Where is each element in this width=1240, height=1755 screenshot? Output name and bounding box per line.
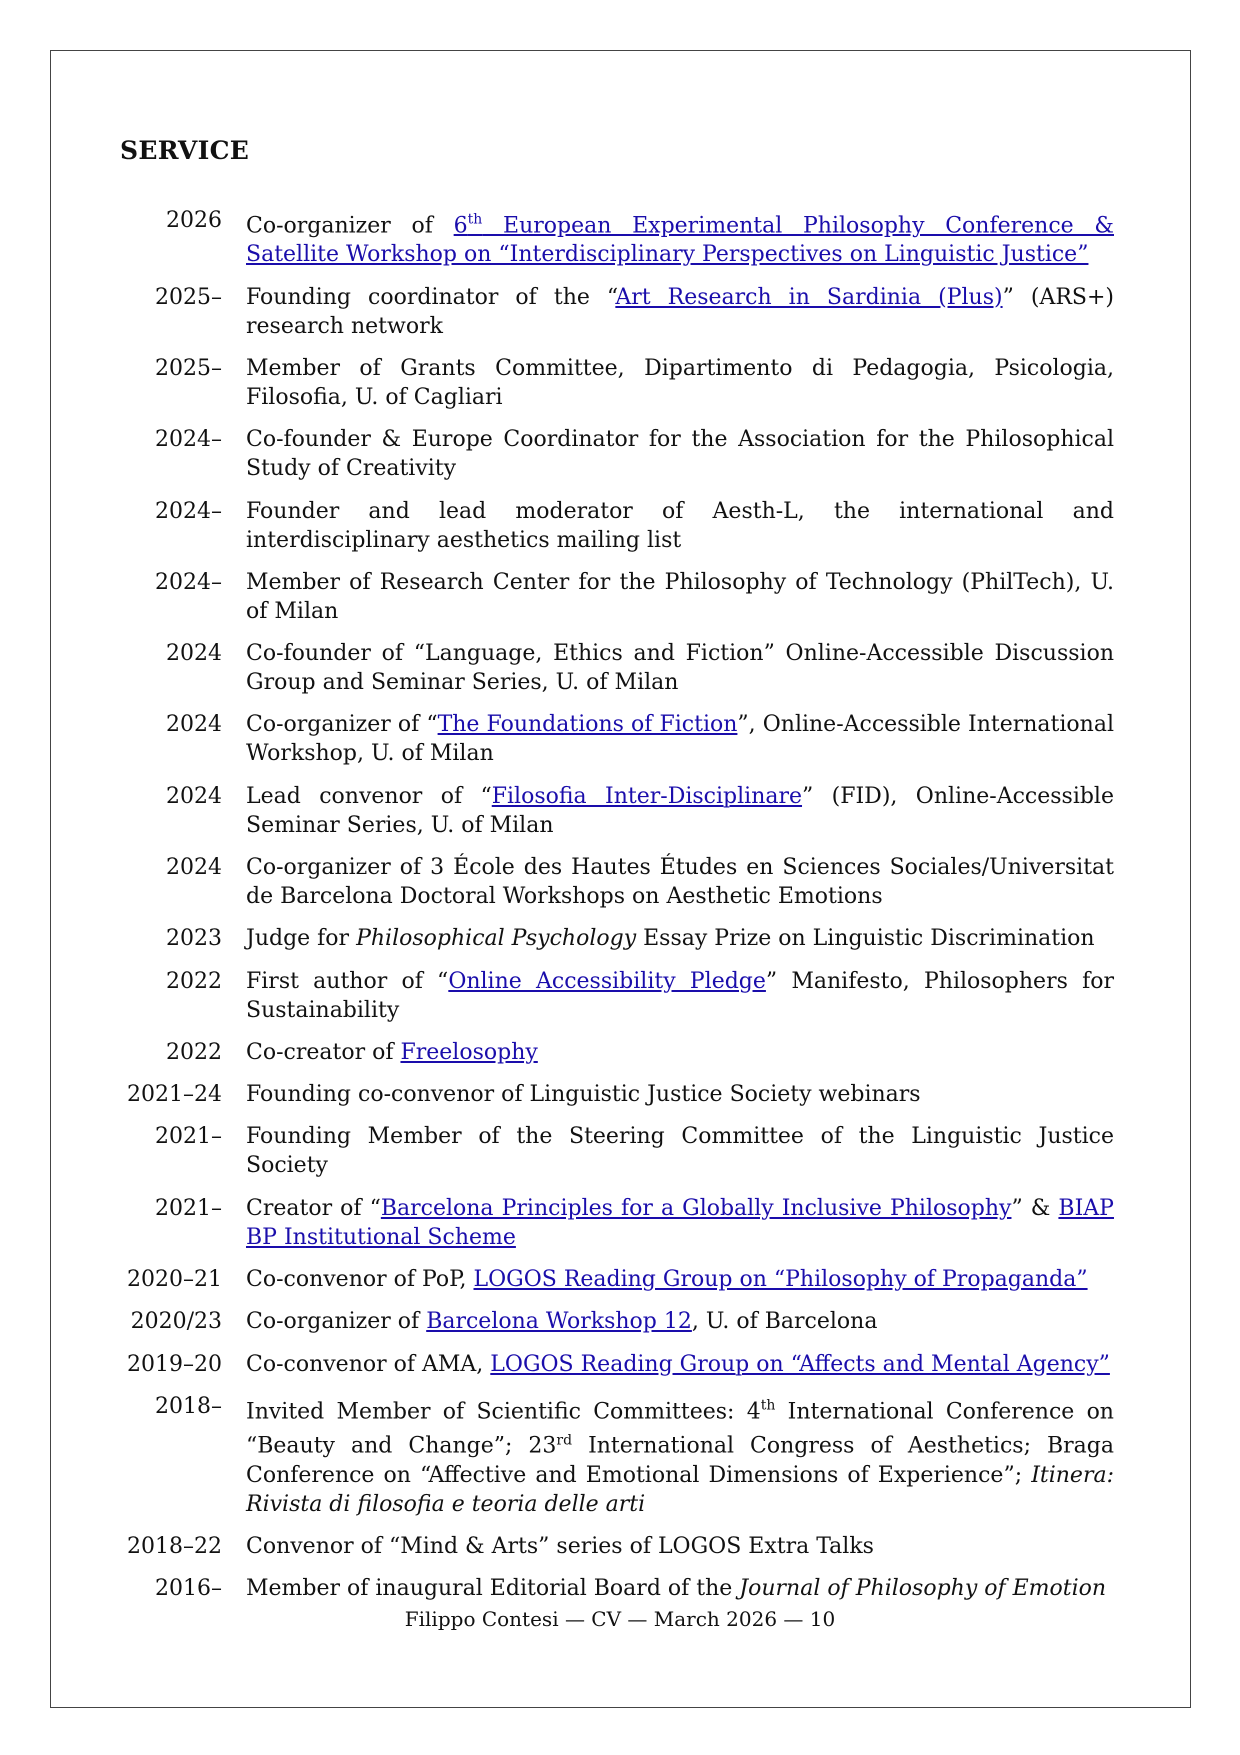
entry-year: 2025– bbox=[155, 284, 222, 310]
entry-text: Co-organizer of “ bbox=[246, 712, 438, 738]
entry-description bbox=[246, 1307, 1114, 1336]
entry-year: 2019–20 bbox=[127, 1351, 222, 1377]
entry-text: First author of “ bbox=[246, 968, 449, 994]
entry-text: ” Manifesto, Philosophers for Sustainability bbox=[246, 968, 1115, 1023]
entry-year: 2024– bbox=[155, 569, 222, 595]
entry-link[interactable]: LOGOS Reading Group on “Affects and Mental Agency” bbox=[490, 1351, 1110, 1377]
service-entry bbox=[110, 1194, 1116, 1252]
entry-year: 2021–24 bbox=[127, 1082, 222, 1108]
service-entry bbox=[110, 283, 1116, 341]
entry-description bbox=[246, 568, 1114, 626]
entry-description bbox=[246, 283, 1114, 341]
entry-link[interactable]: Filosofia Inter-Disciplinare bbox=[491, 783, 803, 809]
service-list bbox=[110, 206, 1116, 1617]
entry-year: 2022 bbox=[166, 1039, 222, 1065]
entry-text: Co-creator of bbox=[246, 1039, 401, 1065]
service-entry bbox=[110, 1574, 1116, 1603]
entry-description bbox=[246, 924, 1114, 953]
entry-description bbox=[246, 1038, 1114, 1067]
entry-link[interactable]: BIAP BP Institutional Scheme bbox=[246, 1195, 1114, 1250]
service-entry bbox=[110, 1080, 1116, 1109]
service-entry bbox=[110, 1532, 1116, 1561]
entry-text: Lead convenor of “ bbox=[246, 783, 492, 809]
entry-year: 2018–22 bbox=[127, 1533, 222, 1559]
entry-text: Journal of Philosophy of Emotion bbox=[739, 1576, 1107, 1602]
entry-description bbox=[246, 425, 1114, 483]
entry-text: Co-organizer of bbox=[246, 1309, 427, 1335]
entry-text: ” & bbox=[1011, 1195, 1059, 1221]
entry-year: 2020–21 bbox=[127, 1267, 222, 1293]
service-entry bbox=[110, 1038, 1116, 1067]
entry-description bbox=[246, 1392, 1114, 1519]
entry-text: International Congress of Aesthetics; Braga Conference on “Affective and Emotional Dimensions of Experience”; bbox=[246, 1433, 1114, 1488]
entry-link[interactable]: Freelosophy bbox=[400, 1039, 538, 1065]
entry-text: International Conference on “Beauty and Change”; 23 bbox=[246, 1399, 1114, 1459]
service-entry bbox=[110, 206, 1116, 269]
service-entry bbox=[110, 354, 1116, 412]
service-entry bbox=[110, 568, 1116, 626]
entry-text: Creator of “ bbox=[246, 1195, 381, 1221]
entry-description bbox=[246, 1080, 1114, 1109]
entry-text: Essay Prize on Linguistic Discrimination bbox=[636, 926, 1095, 952]
entry-year: 2026 bbox=[166, 208, 222, 233]
entry-year: 2024 bbox=[166, 855, 222, 880]
entry-description bbox=[246, 1265, 1114, 1294]
entry-text: ” (ARS+) research network bbox=[246, 284, 1114, 339]
service-entry bbox=[110, 639, 1116, 697]
service-entry bbox=[110, 1392, 1116, 1519]
service-entry bbox=[110, 497, 1116, 555]
service-entry bbox=[110, 924, 1116, 953]
entry-link[interactable]: th bbox=[467, 212, 483, 228]
entry-year: 2025– bbox=[155, 355, 222, 381]
entry-description bbox=[246, 853, 1114, 911]
service-entry bbox=[110, 967, 1116, 1025]
entry-link[interactable]: 6 bbox=[453, 213, 468, 239]
entry-description bbox=[246, 639, 1114, 697]
entry-description bbox=[246, 782, 1114, 840]
entry-text: Founding coordinator of the “ bbox=[246, 284, 616, 310]
service-entry bbox=[110, 782, 1116, 840]
entry-text: Philosophical Psychology bbox=[356, 926, 637, 952]
entry-description bbox=[246, 1574, 1114, 1603]
entry-link[interactable]: The Foundations of Fiction bbox=[437, 712, 738, 738]
entry-text: Co-organizer of 3 École des Hautes Études en Sciences Sociales/Universitat de Barcelona Doctoral Workshops on Aesthetic Emotions bbox=[246, 855, 1114, 909]
entry-link[interactable]: Art Research in Sardinia (Plus) bbox=[615, 284, 1003, 310]
entry-text: Convenor of “Mind & Arts” series of LOGOS Extra Talks bbox=[246, 1533, 874, 1559]
service-entry bbox=[110, 1307, 1116, 1336]
entry-text: Co-convenor of AMA, bbox=[246, 1351, 491, 1377]
entry-description bbox=[246, 497, 1114, 555]
entry-description bbox=[246, 1122, 1114, 1180]
entry-year: 2023 bbox=[166, 926, 222, 952]
entry-year: 2024 bbox=[166, 712, 222, 738]
service-entry bbox=[110, 1265, 1116, 1294]
page-footer: Filippo Contesi — CV — March 2026 — 10 bbox=[404, 1607, 836, 1631]
entry-link[interactable]: Barcelona Principles for a Globally Inclusive Philosophy bbox=[380, 1195, 1012, 1221]
entry-text: Founder and lead moderator of Aesth-L, the international and interdisciplinary aesthetics mailing list bbox=[246, 498, 1114, 553]
entry-year: 2021– bbox=[155, 1195, 222, 1221]
service-entry bbox=[110, 853, 1116, 911]
entry-year: 2024– bbox=[155, 498, 222, 524]
entry-text: Co-founder & Europe Coordinator for the Association for the Philosophical Study of Creativity bbox=[246, 427, 1114, 482]
entry-link[interactable]: European Experimental Philosophy Conference & Satellite Workshop on “Interdisciplinary Perspectives on Linguistic Justice” bbox=[246, 213, 1114, 268]
entry-link[interactable]: Barcelona Workshop 12 bbox=[426, 1309, 692, 1335]
entry-text: Invited Member of Scientific Committees: 4 bbox=[246, 1399, 761, 1425]
entry-description bbox=[246, 967, 1114, 1025]
entry-year: 2021– bbox=[155, 1124, 222, 1150]
section-title: SERVICE bbox=[120, 136, 250, 165]
entry-text: ” (FID), Online-Accessible Seminar Series, U. of Milan bbox=[246, 783, 1114, 838]
entry-text: rd bbox=[556, 1432, 573, 1449]
service-entry bbox=[110, 425, 1116, 483]
entry-year: 2022 bbox=[166, 968, 222, 994]
entry-link[interactable]: Online Accessibility Pledge bbox=[448, 968, 766, 994]
service-entry bbox=[110, 1350, 1116, 1379]
entry-description bbox=[246, 354, 1114, 412]
entry-description bbox=[246, 710, 1114, 768]
entry-text: ”, Online-Accessible International Workshop, U. of Milan bbox=[246, 712, 1114, 767]
entry-text: Member of Grants Committee, Dipartimento di Pedagogia, Psicologia, Filosofia, U. of Cagliari bbox=[246, 355, 1114, 410]
entry-description bbox=[246, 1194, 1114, 1252]
entry-text: Co-founder of “Language, Ethics and Fiction” Online-Accessible Discussion Group and Seminar Series, U. of Milan bbox=[246, 641, 1114, 696]
service-entry bbox=[110, 710, 1116, 768]
entry-year: 2024 bbox=[166, 641, 222, 667]
entry-description bbox=[246, 1532, 1114, 1561]
entry-text: Member of inaugural Editorial Board of the bbox=[246, 1576, 740, 1602]
entry-text: , U. of Barcelona bbox=[691, 1309, 878, 1335]
entry-year: 2024 bbox=[166, 783, 222, 809]
entry-text: Judge for bbox=[246, 926, 357, 952]
entry-description bbox=[246, 206, 1114, 269]
entry-text: Member of Research Center for the Philosophy of Technology (PhilTech), U. of Milan bbox=[246, 569, 1114, 624]
entry-text: Co-convenor of PoP, bbox=[246, 1267, 474, 1293]
entry-link[interactable]: LOGOS Reading Group on “Philosophy of Propaganda” bbox=[473, 1267, 1088, 1293]
service-entry bbox=[110, 1122, 1116, 1180]
entry-text: Founding co-convenor of Linguistic Justice Society webinars bbox=[246, 1082, 921, 1108]
entry-text: Co-organizer of bbox=[246, 213, 454, 239]
entry-year: 2024– bbox=[155, 427, 222, 453]
entry-year: 2016– bbox=[155, 1576, 222, 1602]
entry-text: Founding Member of the Steering Committee of the Linguistic Justice Society bbox=[246, 1124, 1114, 1179]
entry-year: 2020/23 bbox=[130, 1309, 222, 1335]
entry-text: Itinera: Rivista di filosofia e teoria delle arti bbox=[246, 1462, 1114, 1517]
entry-year: 2018– bbox=[155, 1393, 222, 1419]
entry-text: th bbox=[760, 1397, 776, 1414]
entry-description bbox=[246, 1350, 1114, 1379]
